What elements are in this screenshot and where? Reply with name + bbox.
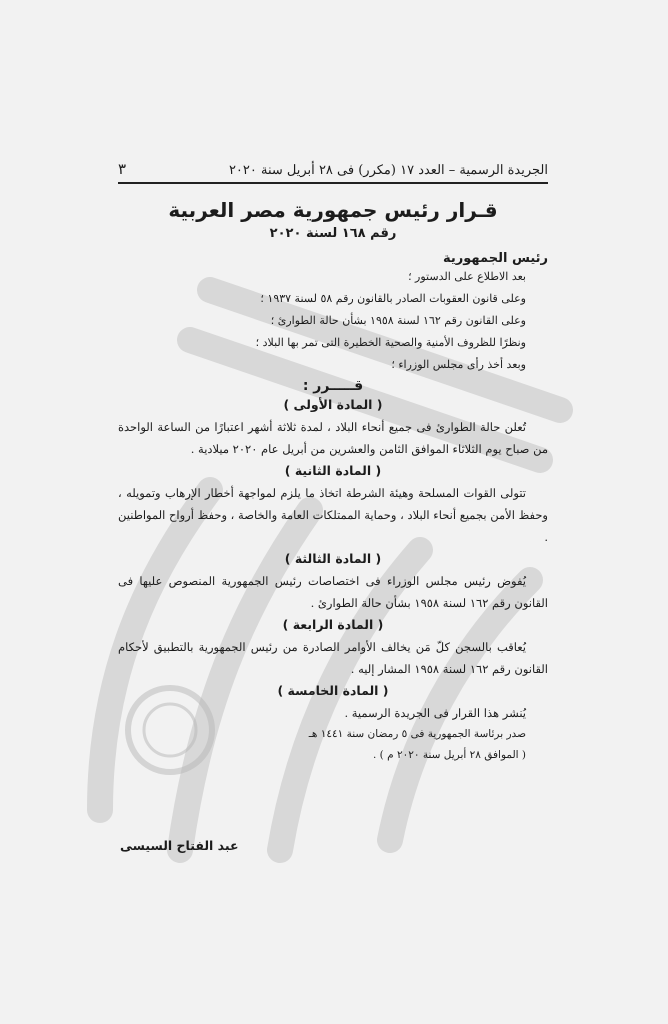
article-title: ( المادة الثانية ): [284, 463, 382, 478]
article-5: [118, 683, 548, 724]
preamble-line: بعد الاطلاع على الدستور ؛: [408, 270, 526, 283]
issuer-title: رئيس الجمهورية: [443, 251, 548, 266]
article-2: [118, 463, 548, 548]
issued-date-gregorian: ( الموافق ٢٨ أبريل سنة ٢٠٢٠ م ) .: [373, 749, 526, 761]
preamble-line: وعلى القانون رقم ١٦٢ لسنة ١٩٥٨ بشأن حالة الطوارئ ؛: [270, 314, 526, 327]
article-4: [118, 617, 548, 680]
article-1: [118, 397, 548, 460]
preamble-line: وعلى قانون العقوبات الصادر بالقانون رقم ٥٨ لسنة ١٩٣٧ ؛: [260, 292, 526, 305]
article-3: [118, 551, 548, 614]
signature-name: عبد الفتاح السيسى: [120, 838, 239, 853]
decree-title: قـرار رئيس جمهورية مصر العربية: [168, 198, 498, 222]
preamble: [118, 266, 548, 376]
article-text: تتولى القوات المسلحة وهيئة الشرطة اتخاذ ما يلزم لمواجهة أخطار الإرهاب وتمويله ، وحفظ الأمن بجميع أنحاء البلاد ، وحماية الممتلكات العامة والخاصة ، وحفظ أرواح المواطنين .: [118, 486, 548, 544]
article-title: ( المادة الخامسة ): [277, 683, 389, 698]
decided-heading: قـــــرر :: [302, 378, 364, 394]
article-title: ( المادة الثالثة ): [284, 551, 382, 566]
article-text: يُنشر هذا القرار فى الجريدة الرسمية .: [344, 706, 526, 720]
page-number: ٣: [118, 160, 127, 178]
article-text: تُعلن حالة الطوارئ فى جميع أنحاء البلاد ، لمدة ثلاثة أشهر اعتبارًا من الساعة الواحدة من صباح يوم الثلاثاء الموافق الثامن والعشرين من أبريل عام ٢٠٢٠ ميلادية .: [118, 420, 548, 456]
closing-block: [118, 724, 548, 766]
article-text: يُعاقب بالسجن كلّ مَن يخالف الأوامر الصادرة من رئيس الجمهورية بالتطبيق لأحكام القانون رقم ١٦٢ لسنة ١٩٥٨ المشار إليه .: [118, 640, 548, 676]
gazette-header: [118, 160, 548, 184]
article-title: ( المادة الرابعة ): [282, 617, 384, 632]
issued-date: صدر برئاسة الجمهورية فى ٥ رمضان سنة ١٤٤١ هـ: [308, 728, 526, 740]
preamble-line: ونظرًا للظروف الأمنية والصحية الخطيرة التى تمر بها البلاد ؛: [255, 336, 526, 349]
preamble-line: وبعد أخذ رأى مجلس الوزراء ؛: [391, 358, 526, 371]
decree-document: [118, 160, 548, 766]
decree-number: رقم ١٦٨ لسنة ٢٠٢٠: [269, 226, 397, 241]
article-text: يُفوض رئيس مجلس الوزراء فى اختصاصات رئيس الجمهورية المنصوص عليها فى القانون رقم ١٦٢ لسنة ١٩٥٨ بشأن حالة الطوارئ .: [118, 574, 548, 610]
gazette-info: الجريدة الرسمية – العدد ١٧ (مكرر) فى ٢٨ أبريل سنة ٢٠٢٠: [228, 163, 548, 178]
article-title: ( المادة الأولى ): [283, 397, 383, 412]
